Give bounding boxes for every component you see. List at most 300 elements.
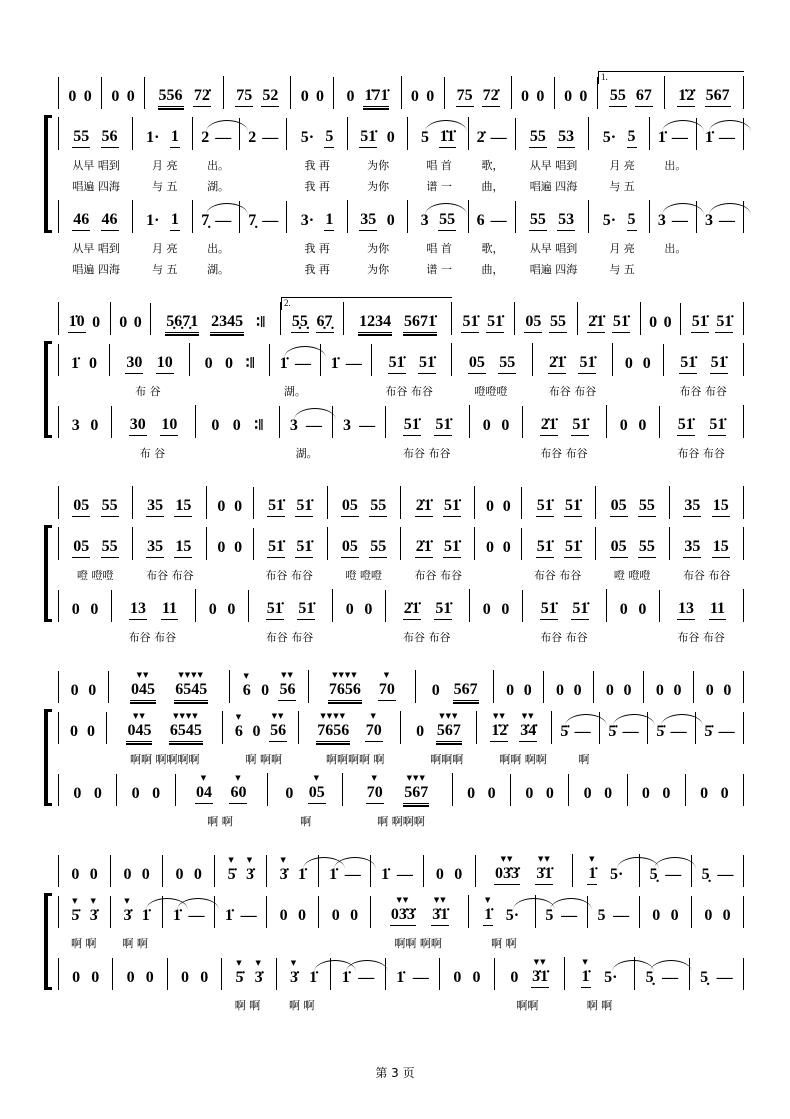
note-text: —: [396, 866, 413, 883]
note-token: [227, 855, 237, 885]
note-token: [679, 343, 697, 374]
note-token: [214, 201, 232, 231]
note-token: [328, 855, 338, 885]
note-text: 51̇: [461, 312, 479, 333]
note-text: 567: [436, 721, 462, 742]
volta-bracket: 2.: [281, 297, 452, 310]
note-token: [297, 589, 315, 620]
note-text: —: [294, 355, 311, 372]
note-text: 04: [195, 783, 213, 804]
note-token: [359, 200, 377, 231]
note-text: 0: [200, 969, 209, 986]
note-token: [486, 302, 504, 333]
note-text: 0: [619, 417, 628, 434]
note-text: 0: [510, 969, 519, 986]
note-token: [69, 712, 79, 742]
note-text: 03̇3̇: [390, 905, 416, 926]
note-text: 3̇4̇: [519, 721, 537, 742]
measure: [207, 528, 254, 560]
note-token: [91, 303, 101, 333]
note-token: [661, 774, 671, 804]
score-systems: [58, 72, 744, 1014]
note-text: 0: [364, 601, 373, 618]
accent-marks: ▼▼▼: [439, 712, 459, 720]
note-text: 05: [72, 496, 90, 517]
lyrics-row: [58, 262, 744, 278]
note-text: 05: [610, 537, 628, 558]
note-token: [691, 302, 709, 333]
note-text: 5̇: [608, 723, 617, 740]
notes-row-voice-1: [58, 670, 744, 703]
note-token: [386, 201, 396, 231]
lyric-cell: 啊 啊啊啊: [377, 815, 425, 828]
measure: [58, 344, 110, 376]
note-text: 13: [677, 599, 695, 620]
note-token: [359, 117, 377, 148]
note-text: —: [344, 866, 361, 883]
note-token: [72, 200, 90, 231]
staff-brace: [44, 525, 52, 622]
note-text: 3̇: [289, 969, 298, 986]
note-text: 05: [610, 496, 628, 517]
note-token: [386, 118, 396, 148]
note-token: [483, 895, 493, 926]
note-text: 3: [289, 417, 298, 434]
lyrics-row: [58, 568, 744, 584]
note-text: 0: [482, 417, 491, 434]
lyric-cell: 啊 啊: [491, 937, 517, 950]
note-text: 5: [545, 907, 554, 924]
note-token: [540, 589, 558, 620]
note-token: [602, 118, 617, 148]
note-token: [536, 486, 554, 517]
lyric-cell: 布谷 布谷: [533, 569, 582, 582]
measure: [495, 957, 565, 990]
measure: [299, 711, 402, 744]
note-token: [641, 774, 651, 804]
accent-marks: ▼: [246, 856, 254, 864]
measure: [640, 855, 692, 887]
accent-marks: ▼: [589, 855, 596, 863]
accent-marks: ▼▼: [136, 671, 150, 679]
note-text: 0: [426, 88, 435, 105]
note-text: 6̣7̣: [316, 312, 334, 333]
note-text: 5̇: [560, 723, 569, 740]
accent-marks: ▼: [313, 774, 320, 782]
accent-marks: ▼▼▼▼: [332, 671, 358, 679]
measure: [600, 712, 648, 744]
note-text: 1̇71̇: [363, 86, 389, 107]
measure: [533, 343, 613, 376]
note-token: [436, 711, 462, 742]
notes-row-voice-3: [58, 957, 744, 990]
note-token: [627, 200, 637, 231]
notes-row-voice-3: [58, 405, 744, 438]
note-text: 0: [227, 601, 236, 618]
measure: [607, 406, 660, 438]
measure: [408, 117, 468, 150]
note-text: 05: [468, 353, 486, 374]
note-token: [624, 344, 634, 374]
note-text: 30: [129, 415, 147, 436]
lyric-cell: 啊啊 啊啊: [499, 753, 547, 766]
measure: [523, 405, 607, 438]
note-token: [89, 406, 99, 436]
lyric-cell: 布谷 布谷: [402, 631, 451, 644]
accent-marks: ▼: [383, 671, 391, 679]
note-text: —: [215, 129, 232, 146]
note-token: [358, 406, 376, 436]
measure: [494, 671, 544, 703]
measure: [309, 670, 416, 703]
measure: [565, 957, 635, 990]
note-text: 7656: [316, 721, 350, 742]
measure: [107, 711, 223, 744]
note-token: [410, 77, 420, 107]
lyric-cell: 出。: [664, 159, 687, 172]
note-token: [655, 671, 665, 701]
note-token: [722, 671, 732, 701]
note-text: —: [662, 969, 679, 986]
note-text: —: [718, 212, 735, 229]
measure: [589, 117, 649, 150]
measure: [408, 200, 468, 233]
note-text: 51̇: [267, 537, 285, 558]
note-token: [284, 774, 294, 804]
note-token: [365, 711, 383, 742]
measure: [516, 200, 590, 233]
note-token: [434, 589, 452, 620]
measure: [348, 200, 408, 233]
note-token: [563, 77, 573, 107]
note-text: 1̇: [581, 967, 591, 988]
lyric-cell: 曲，: [481, 180, 504, 193]
note-text: 05: [308, 783, 326, 804]
note-token: [279, 344, 289, 374]
measure: [515, 302, 578, 335]
note-text: 0: [673, 682, 682, 699]
note-token: [649, 855, 659, 885]
lyric-cell: 布谷 布谷: [128, 631, 177, 644]
lyric-cell: 啊啊啊啊 啊: [326, 753, 385, 766]
note-text: 5̣6̣7̣1: [165, 312, 199, 333]
note-text: 0: [252, 723, 261, 740]
lyric-cell: 啊 啊: [70, 937, 97, 950]
note-text: 0: [88, 355, 97, 372]
notes-row-voice-1: [58, 486, 744, 519]
note-token: [418, 343, 436, 374]
note-text: 1·: [146, 212, 160, 229]
note-text: 1̇: [70, 355, 79, 372]
note-token: [468, 343, 486, 374]
note-token: [466, 774, 476, 804]
note-text: 51̇: [267, 496, 285, 517]
note-token: [71, 406, 81, 436]
measure: [268, 773, 343, 806]
measure: [267, 855, 319, 887]
measure: [240, 201, 287, 233]
note-token: [235, 76, 253, 107]
note-token: [193, 76, 211, 107]
note-text: —: [188, 907, 205, 924]
note-text: 0: [638, 601, 647, 618]
note-text: 0: [386, 212, 395, 229]
lyric-cell: 歌，: [481, 242, 504, 255]
note-token: [535, 854, 553, 885]
lyrics-row: [58, 630, 744, 646]
note-token: [671, 118, 689, 148]
note-text: 46: [101, 210, 119, 231]
note-token: [118, 303, 128, 333]
note-text: 0: [175, 866, 184, 883]
lyric-cell: 啊啊 啊啊啊啊: [129, 753, 200, 766]
note-text: 51̇: [612, 312, 630, 333]
note-token: [89, 855, 99, 885]
note-token: [72, 774, 82, 804]
note-text: 1: [170, 210, 180, 231]
lyric-cell: 曲，: [481, 263, 504, 276]
note-text: 11: [709, 599, 726, 620]
notes-row-voice-1: [58, 72, 744, 109]
note-token: [705, 671, 715, 701]
note-token: [564, 527, 582, 558]
note-token: [70, 896, 80, 926]
note-token: [524, 302, 542, 333]
measure: [512, 77, 555, 109]
measure: [628, 774, 686, 806]
note-token: [308, 773, 326, 804]
note-text: 0: [145, 969, 154, 986]
note-token: [101, 527, 119, 558]
accent-marks: ▼▼: [493, 712, 506, 720]
measure: [58, 117, 133, 150]
note-token: [557, 117, 575, 148]
note-text: 35: [146, 496, 164, 517]
note-text: 0: [662, 785, 671, 802]
measure: [452, 343, 532, 376]
note-text: 0: [181, 969, 190, 986]
note-text: 1̇: [330, 355, 339, 372]
note-text: 05: [341, 537, 359, 558]
note-token: [269, 711, 287, 742]
note-text: 0: [573, 682, 582, 699]
lyric-cell: 从早 唱到: [529, 242, 578, 255]
note-token: [342, 406, 352, 436]
note-token: [709, 589, 726, 620]
measure: [328, 486, 402, 519]
note-token: [637, 406, 647, 436]
note-text: 55: [101, 496, 119, 517]
lyric-cell: 湖。: [207, 180, 230, 193]
note-text: 0: [704, 907, 713, 924]
note-text: 1·: [146, 129, 160, 146]
note-text: —: [490, 212, 507, 229]
note-token: [260, 671, 270, 701]
note-text: 0: [536, 88, 545, 105]
note-text: 1̇: [172, 907, 181, 924]
lyric-cell: 唱遍 四海: [529, 263, 578, 276]
note-token: [72, 486, 90, 517]
note-token: [156, 343, 174, 374]
note-text: 0: [472, 969, 481, 986]
note-text: 0: [641, 785, 650, 802]
measure: [113, 958, 167, 990]
note-token: [242, 671, 252, 701]
note-token: [482, 590, 492, 620]
note-text: 13: [129, 599, 147, 620]
note-text: 0: [131, 785, 140, 802]
accent-marks: ▼: [582, 958, 589, 966]
measure: [371, 855, 423, 887]
note-text: 1̇: [657, 129, 666, 146]
note-token: [699, 958, 709, 988]
lyrics-row: [58, 384, 744, 400]
measure: [452, 302, 515, 335]
note-text: 55: [529, 127, 547, 148]
lyric-cell: 噔 噔噔: [345, 569, 382, 582]
note-text: 0: [545, 785, 554, 802]
lyric-cell: 布谷 布谷: [385, 385, 433, 398]
notes-row-voice-3: [58, 200, 744, 233]
measure: [696, 712, 744, 744]
note-token: [651, 896, 661, 926]
note-token: [536, 527, 554, 558]
note-token: [145, 118, 160, 148]
lyric-cell: 啊 啊: [586, 999, 613, 1012]
notes-row-voice-2: [58, 343, 744, 376]
lyrics-row: [58, 241, 744, 257]
measure: [386, 958, 440, 990]
note-token: [710, 343, 728, 374]
note-text: 2345: [210, 312, 244, 333]
note-text: 5̇: [227, 866, 236, 883]
staff-brace: [44, 115, 52, 233]
accent-marks: ▼▼: [271, 712, 285, 720]
note-token: [70, 671, 80, 701]
note-token: [523, 671, 533, 701]
lyric-cell: 与 五: [151, 263, 178, 276]
note-text: 10: [160, 415, 178, 436]
lyric-cell: 唱遍 四海: [72, 180, 120, 193]
lyric-cell: 从早 唱到: [529, 159, 578, 172]
note-token: [699, 774, 709, 804]
note-token: [718, 712, 736, 742]
note-text: 3̇: [89, 907, 98, 924]
note-text: —: [240, 907, 257, 924]
note-token: [316, 711, 350, 742]
note-token: [443, 486, 461, 517]
lyric-cell: 啊: [578, 753, 590, 766]
note-token: [295, 527, 313, 558]
note-text: 6545: [169, 721, 203, 742]
note-token: [677, 589, 695, 620]
note-token: [683, 527, 701, 558]
note-token: [366, 773, 384, 804]
note-text: 46: [72, 210, 90, 231]
note-token: [435, 855, 445, 885]
note-text: 1: [170, 127, 180, 148]
note-token: [716, 855, 734, 885]
lyric-cell: 月 亮: [609, 242, 635, 255]
note-token: [363, 590, 373, 620]
note-text: 55: [438, 210, 456, 231]
note-text: 0: [579, 88, 588, 105]
note-token: [261, 201, 279, 231]
lyric-cell: 唱 首: [426, 242, 452, 255]
note-token: [305, 406, 323, 436]
note-text: 55: [369, 537, 387, 558]
note-token: [609, 855, 624, 885]
accent-marks: ▼: [235, 713, 243, 721]
note-text: 6: [242, 682, 251, 699]
note-token: [341, 527, 359, 558]
measure: [58, 774, 117, 806]
measure: [58, 200, 133, 233]
note-token: [583, 774, 593, 804]
note-token: [708, 405, 726, 436]
measure: [692, 896, 744, 928]
note-token: [453, 855, 463, 885]
notes-row-voice-2: [58, 895, 744, 928]
note-token: [476, 118, 486, 148]
note-text: 556: [158, 86, 184, 107]
note-token: [622, 712, 640, 742]
accent-marks: ▼▼: [521, 712, 535, 720]
note-text: 0: [623, 682, 632, 699]
note-text: 1̇: [141, 907, 150, 924]
note-token: [471, 958, 481, 988]
note-token: [369, 486, 387, 517]
note-token: [396, 855, 414, 885]
lyric-cell: 从早 唱到: [72, 159, 120, 172]
note-text: 2̇1̇: [548, 353, 566, 374]
note-token: [670, 896, 680, 926]
note-token: [141, 896, 151, 926]
note-token: [70, 855, 80, 885]
measure: [58, 712, 107, 744]
note-text: 70: [366, 783, 384, 804]
note-token: [232, 406, 242, 436]
note-text: 2̇1̇: [415, 496, 433, 517]
note-token: [122, 896, 132, 926]
note-text: 3: [420, 212, 429, 229]
accent-marks: ▼▼: [533, 958, 547, 966]
measure: [319, 855, 371, 887]
measure: [477, 711, 552, 744]
measure: [58, 896, 111, 928]
lyric-cell: 噔 噔噔: [613, 569, 651, 582]
lyric-cell: 布 谷: [135, 385, 161, 398]
note-text: 5·: [602, 129, 617, 146]
note-token: [663, 303, 673, 333]
measure: [111, 303, 152, 335]
note-text: 30: [125, 353, 143, 374]
note-text: —: [717, 866, 734, 883]
note-token: [145, 201, 160, 231]
note-text: —: [670, 723, 687, 740]
lyric-cell: 出。: [664, 242, 687, 255]
note-token: [266, 589, 284, 620]
note-token: [160, 405, 178, 436]
note-token: [722, 896, 732, 926]
note-text: 0: [89, 866, 98, 883]
note-token: [83, 77, 93, 107]
note-text: 2̇1̇: [403, 599, 421, 620]
note-token: [555, 671, 565, 701]
note-text: 70: [365, 721, 383, 742]
note-text: 5·: [602, 212, 617, 229]
note-token: [664, 855, 682, 885]
